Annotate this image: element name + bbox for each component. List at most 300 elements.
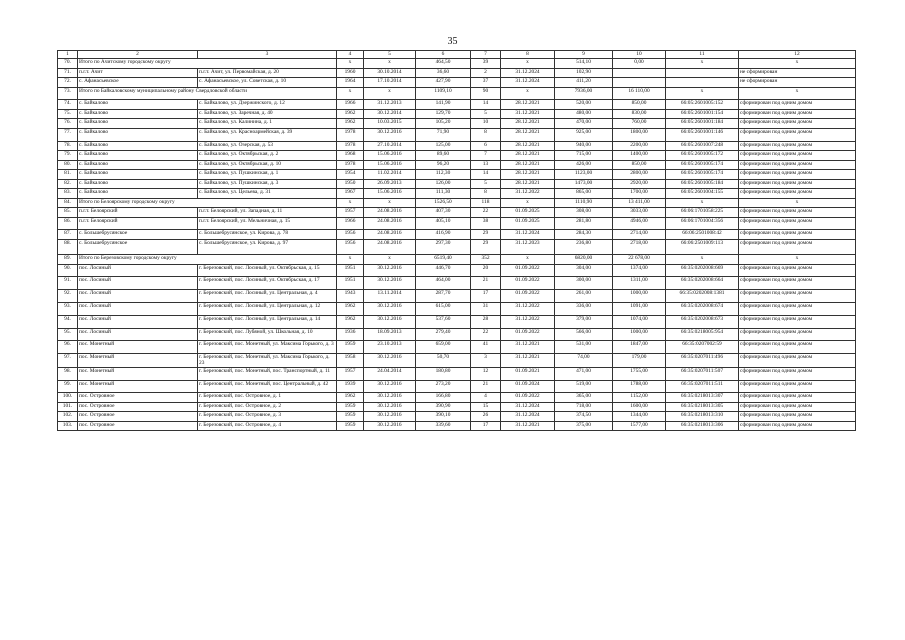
subtotal-label: Итого по Белоярскому городскому округу (78, 198, 337, 208)
area-cell: 407,30 (416, 208, 471, 218)
page-number: 35 (447, 36, 458, 47)
row-number: 103. (58, 421, 78, 431)
table-row (58, 264, 856, 277)
status-cell: сформирован под одним домом (739, 109, 856, 119)
area-cell: 112,30 (416, 170, 471, 180)
count-cell: 29 (471, 230, 501, 240)
cost-cell: 308,00 (555, 208, 613, 218)
deadline-cell: 31.12.2024 (501, 78, 555, 88)
row-number: 89. (58, 255, 78, 265)
table-row (58, 302, 856, 315)
row-number: 87. (58, 230, 78, 240)
row-number: 72. (58, 78, 78, 88)
row-number: 91. (58, 277, 78, 290)
year-cell: 1959 (337, 402, 364, 412)
row-number: 83. (58, 189, 78, 199)
area-cell: 126,00 (416, 179, 471, 189)
count-cell: 21 (471, 277, 501, 290)
row-number: 73. (58, 87, 78, 100)
count-cell: 8 (471, 128, 501, 141)
date-cell: x (364, 255, 416, 265)
year-cell: 1962 (337, 393, 364, 403)
address-cell: с. Байкалово, ул. Пушкинская, д. 3 (198, 179, 337, 189)
column-number: 10 (613, 51, 666, 59)
date-cell: 15.06.2016 (364, 189, 416, 199)
cost-cell: 4946,00 (613, 217, 666, 230)
date-cell: x (364, 87, 416, 100)
table-row (58, 100, 856, 110)
table-row (58, 151, 856, 161)
year-cell: 1962 (337, 315, 364, 328)
year-cell: 1966 (337, 100, 364, 110)
row-number: 99. (58, 380, 78, 393)
locality-cell: пос. Лосиный (78, 328, 198, 341)
status-cell: сформирован под одним домом (739, 128, 856, 141)
address-cell: г. Березовский, пос. Лосиный, ул. Центральная, д. 4 (198, 290, 337, 303)
area-cell: 405,10 (416, 217, 471, 230)
cost-cell: 375,00 (555, 421, 613, 431)
status-cell: не сформирован (739, 68, 856, 78)
status-cell: сформирован под одним домом (739, 230, 856, 240)
status-cell: не сформирован (739, 78, 856, 88)
cost-cell: 1788,00 (613, 380, 666, 393)
locality-cell: пос. Островное (78, 421, 198, 431)
row-number: 74. (58, 100, 78, 110)
cost-cell (613, 78, 666, 88)
deadline-cell: 28.12.2021 (501, 160, 555, 170)
cost-cell: 1847,00 (613, 341, 666, 354)
cadastral-number-cell: 66:05:2601005:152 (666, 100, 739, 110)
year-cell: 1959 (337, 412, 364, 422)
cost-cell: 6820,00 (555, 255, 613, 265)
cost-cell: 718,00 (555, 402, 613, 412)
column-number: 6 (416, 51, 471, 59)
date-cell: 30.12.2016 (364, 380, 416, 393)
count-cell: 20 (471, 264, 501, 277)
cost-cell: 284,30 (555, 230, 613, 240)
locality-cell: пос. Островное (78, 393, 198, 403)
cost-cell: 16 110,00 (613, 87, 666, 100)
row-number: 88. (58, 239, 78, 254)
table-row (58, 119, 856, 129)
year-cell: 1939 (337, 380, 364, 393)
cost-cell: 2800,00 (613, 170, 666, 180)
row-number: 96. (58, 341, 78, 354)
area-cell: 50,70 (416, 354, 471, 368)
cost-cell: 480,00 (555, 109, 613, 119)
table-row (58, 68, 856, 78)
deadline-cell: 31.12.2024 (501, 412, 555, 422)
date-cell: 24.08.2016 (364, 217, 416, 230)
cost-cell: 102,90 (555, 68, 613, 78)
cost-cell: 22 678,00 (613, 255, 666, 265)
date-cell: 30.12.2016 (364, 302, 416, 315)
status-cell: сформирован под одним домом (739, 328, 856, 341)
status-cell: сформирован под одним домом (739, 341, 856, 354)
status-cell: x (739, 87, 856, 100)
deadline-cell: 28.12.2021 (501, 100, 555, 110)
cadastral-number-cell (666, 78, 739, 88)
date-cell: 30.12.2016 (364, 264, 416, 277)
count-cell: 37 (471, 78, 501, 88)
cadastral-number-cell: 66:35:0202008:664 (666, 277, 739, 290)
table-row (58, 239, 856, 254)
date-cell: 15.06.2016 (364, 160, 416, 170)
locality-cell: п.г.т. Белоярский (78, 217, 198, 230)
table-row (58, 128, 856, 141)
locality-cell: с. Байкалово (78, 119, 198, 129)
table-row (58, 354, 856, 368)
count-cell: 39 (471, 59, 501, 69)
column-number: 11 (666, 51, 739, 59)
locality-cell: с. Байкалово (78, 189, 198, 199)
year-cell: 1968 (337, 151, 364, 161)
row-number: 78. (58, 141, 78, 151)
cadastral-number-cell: 66:05:2601005:174 (666, 170, 739, 180)
locality-cell: п.г.т. Ачит (78, 68, 198, 78)
year-cell: 1943 (337, 290, 364, 303)
row-number: 71. (58, 68, 78, 78)
locality-cell: с. Байкалово (78, 141, 198, 151)
table-row (58, 230, 856, 240)
table-row (58, 160, 856, 170)
cost-cell: 470,00 (555, 119, 613, 129)
area-cell: 427,90 (416, 78, 471, 88)
cost-cell: 236,80 (555, 239, 613, 254)
area-cell: 89,60 (416, 151, 471, 161)
cost-cell: 830,00 (613, 109, 666, 119)
cost-cell: 1577,00 (613, 421, 666, 431)
area-cell: 390,10 (416, 412, 471, 422)
address-cell: с. Байкалово, ул. Заречная, д. 40 (198, 109, 337, 119)
status-cell: сформирован под одним домом (739, 302, 856, 315)
table-row (58, 380, 856, 393)
status-cell: сформирован под одним домом (739, 421, 856, 431)
date-cell: 18.09.2013 (364, 328, 416, 341)
year-cell: 1978 (337, 141, 364, 151)
address-cell: с. Байкалово, ул. Красноармейская, д. 39 (198, 128, 337, 141)
area-cell: 180,80 (416, 367, 471, 380)
cost-cell: 520,00 (555, 100, 613, 110)
status-cell: x (739, 59, 856, 69)
locality-cell: пос. Лосиный (78, 277, 198, 290)
cost-cell: 850,00 (613, 160, 666, 170)
row-number: 86. (58, 217, 78, 230)
locality-cell: пос. Лосиный (78, 315, 198, 328)
date-cell: 26.09.2013 (364, 179, 416, 189)
date-cell: 30.12.2016 (364, 402, 416, 412)
year-cell: 1954 (337, 170, 364, 180)
address-cell: с. Байкалово, ул. Дзержинского, д. 12 (198, 100, 337, 110)
locality-cell: с. Байкалово (78, 128, 198, 141)
cadastral-number-cell: 66:06:1701004:356 (666, 217, 739, 230)
cost-cell: 281,80 (555, 217, 613, 230)
cadastral-number-cell: 66:05:2601005:174 (666, 160, 739, 170)
locality-cell: с. Байкалово (78, 179, 198, 189)
table-row (58, 208, 856, 218)
cadastral-number-cell: 66:35:0207011:507 (666, 367, 739, 380)
deadline-cell: x (501, 198, 555, 208)
cost-cell: 74,00 (555, 354, 613, 368)
status-cell: сформирован под одним домом (739, 100, 856, 110)
year-cell: 1957 (337, 367, 364, 380)
date-cell: 15.06.2016 (364, 151, 416, 161)
area-cell: 390,90 (416, 402, 471, 412)
status-cell: сформирован под одним домом (739, 189, 856, 199)
locality-cell: с. Байкалово (78, 109, 198, 119)
cost-cell: 760,00 (613, 119, 666, 129)
cadastral-number-cell: 66:35:0207011:496 (666, 354, 739, 368)
cadastral-number-cell: x (666, 198, 739, 208)
area-cell: 464,00 (416, 277, 471, 290)
cost-cell: 13 411,00 (613, 198, 666, 208)
row-number: 77. (58, 128, 78, 141)
count-cell: 6 (471, 141, 501, 151)
deadline-cell: x (501, 87, 555, 100)
cost-cell: 925,00 (555, 128, 613, 141)
year-cell: 1950 (337, 179, 364, 189)
cost-cell: 426,00 (555, 160, 613, 170)
locality-cell: пос. Лосиный (78, 302, 198, 315)
status-cell: сформирован под одним домом (739, 393, 856, 403)
cost-cell: 1091,00 (613, 302, 666, 315)
deadline-cell: 28.12.2021 (501, 179, 555, 189)
cost-cell: 300,00 (555, 277, 613, 290)
locality-cell: пос. Монетный (78, 354, 198, 368)
deadline-cell: 28.12.2021 (501, 128, 555, 141)
count-cell: 17 (471, 421, 501, 431)
cadastral-number-cell: 66:05:2601001:146 (666, 128, 739, 141)
column-number: 1 (58, 51, 78, 59)
count-cell: 4 (471, 393, 501, 403)
table-row (58, 179, 856, 189)
cadastral-number-cell: 66:35:0218005:954 (666, 328, 739, 341)
table-row (58, 189, 856, 199)
cost-cell: 1311,00 (613, 277, 666, 290)
date-cell: 13.11.2014 (364, 290, 416, 303)
deadline-cell: 01.09.2022 (501, 277, 555, 290)
date-cell: 24.04.2014 (364, 367, 416, 380)
status-cell: сформирован под одним домом (739, 151, 856, 161)
cost-cell: 471,00 (555, 367, 613, 380)
count-cell: 10 (471, 119, 501, 129)
locality-cell: пос. Островное (78, 412, 198, 422)
area-cell: 537,60 (416, 315, 471, 328)
row-number: 101. (58, 402, 78, 412)
column-number: 12 (739, 51, 856, 59)
count-cell: 5 (471, 179, 501, 189)
cost-cell: 2714,00 (613, 230, 666, 240)
area-cell: 96,20 (416, 160, 471, 170)
date-cell: 23.10.2013 (364, 341, 416, 354)
deadline-cell: 31.12.2021 (501, 109, 555, 119)
cadastral-number-cell: 66:05:2601001:154 (666, 109, 739, 119)
date-cell: 30.12.2016 (364, 412, 416, 422)
count-cell: 13 (471, 160, 501, 170)
cost-cell: 365,00 (555, 393, 613, 403)
deadline-cell: 31.12.2024 (501, 402, 555, 412)
cost-cell: 2718,00 (613, 239, 666, 254)
row-number: 102. (58, 412, 78, 422)
row-number: 93. (58, 302, 78, 315)
year-cell: 1957 (337, 208, 364, 218)
column-number: 5 (364, 51, 416, 59)
row-number: 79. (58, 151, 78, 161)
cadastral-number-cell: 66:05:2601005:172 (666, 151, 739, 161)
year-cell: x (337, 198, 364, 208)
status-cell: сформирован под одним домом (739, 179, 856, 189)
cadastral-number-cell: x (666, 87, 739, 100)
housing-register-table (57, 50, 856, 431)
area-cell: 71,90 (416, 128, 471, 141)
cost-cell: 1110,90 (555, 198, 613, 208)
deadline-cell: 31.12.2021 (501, 421, 555, 431)
cost-cell: 3033,00 (613, 208, 666, 218)
row-number: 84. (58, 198, 78, 208)
count-cell: 5 (471, 109, 501, 119)
date-cell: 30.12.2016 (364, 128, 416, 141)
area-cell: 615,00 (416, 302, 471, 315)
address-cell: г. Березовский, пос. Монетный, пос. Центральный, д. 42 (198, 380, 337, 393)
cost-cell: 1600,00 (613, 402, 666, 412)
cost-cell: 1123,00 (555, 170, 613, 180)
deadline-cell: 01.09.2025 (501, 217, 555, 230)
cost-cell: 0,00 (613, 59, 666, 69)
deadline-cell: x (501, 255, 555, 265)
deadline-cell: 01.09.2024 (501, 380, 555, 393)
cost-cell: 7936,00 (555, 87, 613, 100)
year-cell: 1956 (337, 239, 364, 254)
address-cell: п.г.т. Белоярский, ул. Западная, д. 11 (198, 208, 337, 218)
year-cell: 1958 (337, 354, 364, 368)
count-cell: 90 (471, 87, 501, 100)
address-cell: с. Байкалово, ул. Калинина, д. 1 (198, 119, 337, 129)
table-row (58, 367, 856, 380)
cost-cell: 1755,00 (613, 367, 666, 380)
cost-cell: 566,00 (555, 328, 613, 341)
year-cell: 1964 (337, 78, 364, 88)
table-row (58, 277, 856, 290)
year-cell: 1959 (337, 341, 364, 354)
cadastral-number-cell: 66:05:2601007:248 (666, 141, 739, 151)
cadastral-number-cell: 66:06:2501008:42 (666, 230, 739, 240)
cost-cell: 379,00 (555, 315, 613, 328)
column-number: 8 (501, 51, 555, 59)
cost-cell: 1700,00 (613, 189, 666, 199)
column-number: 9 (555, 51, 613, 59)
address-cell: г. Березовский, пос. Монетный, ул. Максима Горького, д. 3 (198, 341, 337, 354)
column-number: 2 (78, 51, 198, 59)
status-cell: сформирован под одним домом (739, 354, 856, 368)
deadline-cell: 28.12.2021 (501, 170, 555, 180)
year-cell: 1962 (337, 119, 364, 129)
year-cell: 1936 (337, 328, 364, 341)
year-cell: x (337, 255, 364, 265)
cost-cell: 1800,00 (613, 128, 666, 141)
status-cell: сформирован под одним домом (739, 277, 856, 290)
cadastral-number-cell: 66:05:2601005:184 (666, 179, 739, 189)
area-cell: 659,00 (416, 341, 471, 354)
cost-cell: 1074,00 (613, 315, 666, 328)
area-cell: 141,90 (416, 100, 471, 110)
locality-cell: с. Байкалово (78, 151, 198, 161)
cost-cell: 304,00 (555, 264, 613, 277)
count-cell: 21 (471, 380, 501, 393)
year-cell: 1978 (337, 160, 364, 170)
locality-cell: с. Большебрусянское (78, 230, 198, 240)
row-number: 94. (58, 315, 78, 328)
date-cell: 30.12.2016 (364, 393, 416, 403)
cost-cell: 940,00 (555, 141, 613, 151)
address-cell: г. Березовский, пос. Островное, д. 1 (198, 393, 337, 403)
row-number: 76. (58, 119, 78, 129)
address-cell: г. Березовский, пос. Монетный, пос. Транспортный, д. 11 (198, 367, 337, 380)
table-row (58, 328, 856, 341)
address-cell: г. Березовский, пос. Лосиный, ул. Октябрьская, д. 15 (198, 264, 337, 277)
area-cell: 279,40 (416, 328, 471, 341)
column-number: 3 (198, 51, 337, 59)
address-cell: с. Байкалово, ул. Озерская, д. 53 (198, 141, 337, 151)
table-row (58, 109, 856, 119)
year-cell: 1951 (337, 277, 364, 290)
cadastral-number-cell: 66:35:0218013:307 (666, 393, 739, 403)
count-cell: 28 (471, 315, 501, 328)
cost-cell: 336,00 (555, 302, 613, 315)
year-cell: 1959 (337, 421, 364, 431)
cadastral-number-cell: 66:05:2601004:155 (666, 189, 739, 199)
status-cell: сформирован под одним домом (739, 315, 856, 328)
cadastral-number-cell: x (666, 59, 739, 69)
address-cell: п.г.т. Ачит, ул. Первомайская, д. 20 (198, 68, 337, 78)
table-row (58, 393, 856, 403)
date-cell: 10.03.2015 (364, 119, 416, 129)
status-cell: сформирован под одним домом (739, 380, 856, 393)
cadastral-number-cell: 66:35:0218013:306 (666, 421, 739, 431)
cost-cell: 1344,00 (613, 412, 666, 422)
cadastral-number-cell: 66:06:2501009:113 (666, 239, 739, 254)
locality-cell: пос. Лосиный (78, 264, 198, 277)
locality-cell: п.г.т. Белоярский (78, 208, 198, 218)
deadline-cell: 01.09.2025 (501, 208, 555, 218)
row-number: 97. (58, 354, 78, 368)
cadastral-number-cell: 66:35:0218013:310 (666, 412, 739, 422)
subtotal-label: Итого по Ачитскому городскому округу (78, 59, 337, 69)
address-cell: г. Березовский, пос. Островное, д. 4 (198, 421, 337, 431)
deadline-cell: 31.12.2022 (501, 189, 555, 199)
cadastral-number-cell: 66:05:2601001:184 (666, 119, 739, 129)
year-cell: 1978 (337, 128, 364, 141)
cost-cell: 1152,00 (613, 393, 666, 403)
deadline-cell: x (501, 59, 555, 69)
status-cell: сформирован под одним домом (739, 141, 856, 151)
row-number: 82. (58, 179, 78, 189)
cadastral-number-cell: 66:35:0218013:305 (666, 402, 739, 412)
year-cell: 1966 (337, 217, 364, 230)
row-number: 81. (58, 170, 78, 180)
area-cell: 446,70 (416, 264, 471, 277)
area-cell: 297,30 (416, 239, 471, 254)
status-cell: x (739, 255, 856, 265)
area-cell: 6519,40 (416, 255, 471, 265)
address-cell: г. Березовский, пос. Лубяной, ул. Школьная, д. 10 (198, 328, 337, 341)
cost-cell: 1473,00 (555, 179, 613, 189)
address-cell: с. Большебрусянское, ул. Кирова, д. 78 (198, 230, 337, 240)
address-cell: п.г.т. Белоярский, ул. Мельничная, д. 15 (198, 217, 337, 230)
address-cell: с. Байкалово, ул. Октябрьская, д. 10 (198, 160, 337, 170)
deadline-cell: 28.12.2021 (501, 141, 555, 151)
date-cell: 30.12.2016 (364, 421, 416, 431)
subtotal-row (58, 87, 856, 100)
